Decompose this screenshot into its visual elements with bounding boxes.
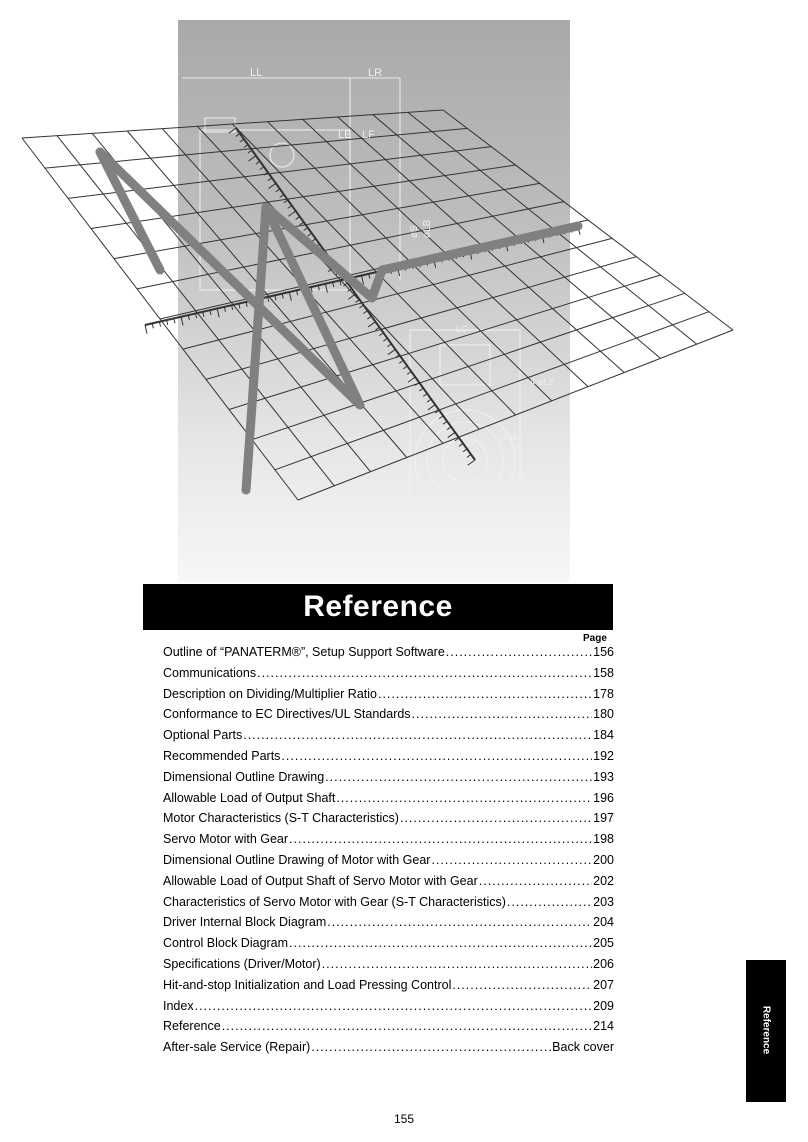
tick-mark — [296, 217, 300, 220]
tick-mark — [447, 427, 451, 430]
drawing-outline — [427, 422, 503, 498]
drawing-outline — [440, 345, 490, 385]
toc-entry-title: Dimensional Outline Drawing — [163, 769, 325, 784]
tick-mark — [244, 145, 248, 148]
perspective-grid — [22, 110, 733, 500]
toc-entry-page: 197 — [593, 811, 614, 826]
toc-entry-page: 198 — [593, 832, 614, 847]
toc-entry[interactable] — [163, 936, 614, 957]
tick-mark — [359, 305, 363, 308]
section-title: Reference — [143, 584, 613, 630]
toc-entry-page: 193 — [593, 769, 614, 784]
toc-entry[interactable] — [163, 957, 614, 978]
drawing-label: LF — [362, 129, 375, 141]
toc-entry-title: Characteristics of Servo Motor with Gear (S-T Characteristics) — [163, 894, 506, 909]
tick-mark — [355, 300, 359, 303]
toc-entry-title: Motor Characteristics (S-T Characteristics) — [163, 811, 399, 826]
toc-leader-dots — [412, 707, 593, 721]
toc-entry-page: 184 — [593, 728, 614, 743]
toc-leader-dots — [479, 874, 592, 888]
toc-leader-dots — [289, 832, 592, 846]
toc-entry[interactable] — [163, 895, 614, 916]
toc-entry-title: Recommended Parts — [163, 748, 281, 763]
table-of-contents — [163, 645, 614, 1061]
toc-entry-page: 203 — [593, 894, 614, 909]
tick-mark — [383, 338, 387, 341]
toc-leader-dots — [289, 936, 592, 950]
tick-mark — [269, 183, 276, 188]
toc-entry[interactable] — [163, 1040, 614, 1061]
toc-leader-dots — [281, 749, 592, 763]
toc-entry-title: After-sale Service (Repair) — [163, 1040, 311, 1055]
toc-entry[interactable] — [163, 707, 614, 728]
tick-mark — [304, 228, 308, 231]
toc-entry[interactable] — [163, 749, 614, 770]
tick-mark — [325, 284, 327, 293]
page-number: 155 — [393, 1112, 415, 1126]
tick-mark — [408, 377, 415, 382]
toc-entry[interactable] — [163, 770, 614, 791]
tick-mark — [308, 233, 312, 236]
technical-drawing — [182, 78, 520, 510]
tick-mark — [368, 322, 375, 327]
tick-mark — [260, 167, 264, 170]
toc-entry-page: 192 — [593, 748, 614, 763]
tick-mark — [388, 349, 395, 354]
toc-entry-title: Hit-and-stop Initialization and Load Pressing Control — [163, 977, 452, 992]
toc-leader-dots — [336, 791, 592, 805]
tick-mark — [367, 316, 371, 319]
tick-mark — [236, 134, 240, 137]
toc-leader-dots — [452, 978, 592, 992]
toc-entry-page: 178 — [593, 686, 614, 701]
side-tab-label: Reference — [760, 1005, 772, 1055]
toc-leader-dots — [400, 811, 592, 825]
toc-entry-page: Back cover — [552, 1040, 614, 1055]
tick-mark — [280, 194, 284, 197]
tick-mark — [362, 276, 364, 285]
tick-mark — [387, 344, 391, 347]
tick-mark — [300, 222, 304, 225]
toc-entry-page: 205 — [593, 936, 614, 951]
toc-leader-dots — [311, 1040, 551, 1054]
toc-entry[interactable] — [163, 874, 614, 895]
toc-leader-dots — [222, 1019, 592, 1033]
tick-mark — [467, 454, 471, 457]
drawing-label: LC — [456, 324, 468, 334]
toc-entry-title: Conformance to EC Directives/UL Standards — [163, 707, 411, 722]
toc-entry[interactable] — [163, 728, 614, 749]
tick-mark — [240, 139, 244, 142]
toc-leader-dots — [195, 999, 593, 1013]
tick-mark — [248, 150, 252, 153]
toc-entry-title: Specifications (Driver/Motor) — [163, 956, 321, 971]
waveform-line — [100, 152, 360, 490]
tick-mark — [288, 205, 292, 208]
tick-mark — [463, 449, 467, 452]
tick-mark — [443, 421, 447, 424]
toc-leader-dots — [257, 666, 592, 680]
toc-entry[interactable] — [163, 645, 614, 666]
tick-mark — [145, 325, 147, 334]
toc-entry[interactable] — [163, 791, 614, 812]
toc-entry-page: 209 — [593, 998, 614, 1013]
toc-entry-page: 196 — [593, 790, 614, 805]
drawing-outline — [415, 410, 515, 510]
toc-entry-page: 204 — [593, 915, 614, 930]
toc-entry-page: 158 — [593, 665, 614, 680]
toc-entry[interactable] — [163, 832, 614, 853]
toc-leader-dots — [431, 853, 592, 867]
toc-entry-title: Servo Motor with Gear — [163, 832, 289, 847]
tick-mark — [249, 156, 256, 161]
toc-entry-title: Driver Internal Block Diagram — [163, 915, 327, 930]
drawing-label: øS — [409, 225, 420, 238]
tick-mark — [423, 394, 427, 397]
toc-entry[interactable] — [163, 853, 614, 874]
toc-entry-title: Allowable Load of Output Shaft of Servo Motor with Gear — [163, 873, 478, 888]
toc-leader-dots — [322, 957, 592, 971]
toc-entry[interactable] — [163, 978, 614, 999]
tick-mark — [448, 432, 455, 437]
drawing-label: øLB — [422, 219, 433, 238]
drawing-label: M5 深度20 — [528, 498, 567, 507]
drawing-label: øLD — [500, 432, 518, 442]
tick-mark — [276, 189, 280, 192]
toc-entry-page: 156 — [593, 645, 614, 659]
tick-mark — [459, 443, 463, 446]
toc-leader-dots — [325, 770, 592, 784]
tick-mark — [403, 366, 407, 369]
page-column-header: Page — [583, 633, 607, 644]
drawing-label: LR — [368, 67, 383, 79]
toc-leader-dots — [446, 645, 592, 659]
toc-entry-page: 206 — [593, 956, 614, 971]
tick-mark — [399, 360, 403, 363]
tick-mark — [348, 294, 355, 299]
toc-entry-page: 214 — [593, 1019, 614, 1034]
toc-entry-page: 207 — [593, 977, 614, 992]
toc-entry-title: Index — [163, 998, 194, 1013]
toc-entry-page: 200 — [593, 852, 614, 867]
toc-leader-dots — [327, 915, 592, 929]
tick-mark — [407, 371, 411, 374]
drawing-label: LL — [250, 67, 263, 79]
tick-mark — [427, 399, 431, 402]
tick-mark — [288, 211, 295, 216]
tick-mark — [289, 292, 291, 301]
tick-mark — [468, 460, 475, 465]
side-tab — [746, 960, 786, 1102]
toc-entry-title: Allowable Load of Output Shaft — [163, 790, 336, 805]
toc-leader-dots — [507, 895, 592, 909]
tick-mark — [363, 311, 367, 314]
toc-entry[interactable] — [163, 1019, 614, 1040]
tick-mark — [268, 178, 272, 181]
drawing-label: øLA — [508, 472, 525, 482]
toc-entry-title: Dimensional Outline Drawing of Motor with Gear — [163, 852, 431, 867]
tick-mark — [181, 317, 183, 326]
toc-leader-dots — [378, 687, 592, 701]
toc-entry[interactable] — [163, 666, 614, 687]
toc-entry[interactable] — [163, 687, 614, 708]
drawing-label: LE — [338, 129, 352, 141]
toc-entry-title: Description on Dividing/Multiplier Ratio — [163, 686, 377, 701]
tick-mark — [379, 333, 383, 336]
tick-mark — [284, 200, 288, 203]
toc-entry-title: Optional Parts — [163, 728, 243, 743]
toc-entry[interactable] — [163, 915, 614, 936]
toc-entry-title: Reference — [163, 1019, 221, 1034]
toc-entry-title: Control Block Diagram — [163, 936, 289, 951]
tick-mark — [217, 309, 219, 318]
toc-leader-dots — [243, 728, 592, 742]
toc-entry-title: Outline of “PANATERM®”, Setup Support Software — [163, 645, 445, 659]
toc-entry-page: 202 — [593, 873, 614, 888]
tick-mark — [256, 161, 260, 164]
drawing-label: 4-øLZ — [530, 377, 555, 387]
toc-entry-title: Communications — [163, 665, 257, 680]
toc-entry[interactable] — [163, 999, 614, 1020]
tick-mark — [419, 388, 423, 391]
toc-entry[interactable] — [163, 811, 614, 832]
tick-mark — [428, 405, 435, 410]
toc-entry-page: 180 — [593, 707, 614, 722]
